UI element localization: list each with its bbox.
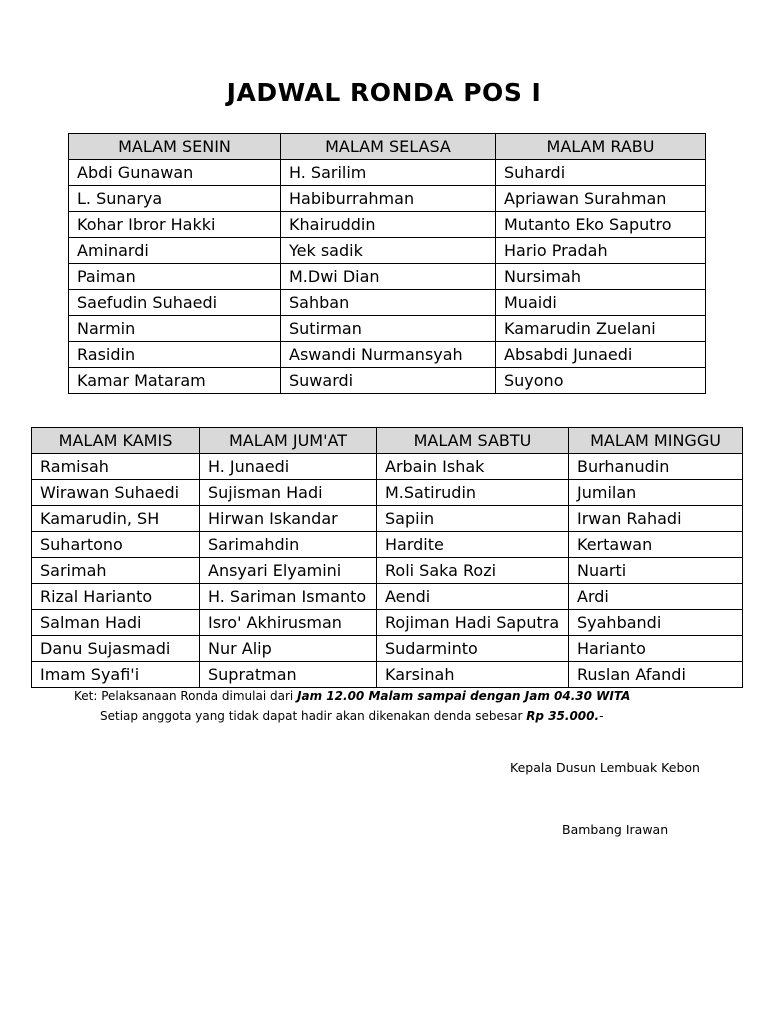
column-header: MALAM RABU bbox=[496, 134, 706, 160]
table-cell: Habiburrahman bbox=[281, 186, 496, 212]
table-cell: Irwan Rahadi bbox=[569, 506, 743, 532]
table-cell: Suyono bbox=[496, 368, 706, 394]
table-row bbox=[32, 636, 743, 662]
table-cell: Ramisah bbox=[32, 454, 200, 480]
table-cell: Paiman bbox=[69, 264, 281, 290]
table-cell: Ruslan Afandi bbox=[569, 662, 743, 688]
table-cell: Sapiin bbox=[377, 506, 569, 532]
table-row bbox=[69, 160, 706, 186]
table-cell: Rasidin bbox=[69, 342, 281, 368]
table-cell: Nursimah bbox=[496, 264, 706, 290]
table-cell: Abdi Gunawan bbox=[69, 160, 281, 186]
table-cell: H. Junaedi bbox=[200, 454, 377, 480]
table-row bbox=[69, 238, 706, 264]
table-cell: Isro' Akhirusman bbox=[200, 610, 377, 636]
table-cell: Nuarti bbox=[569, 558, 743, 584]
table-row bbox=[69, 368, 706, 394]
table-cell: Supratman bbox=[200, 662, 377, 688]
table-cell: Ardi bbox=[569, 584, 743, 610]
table-row bbox=[32, 532, 743, 558]
table-cell: Yek sadik bbox=[281, 238, 496, 264]
signature-role: Kepala Dusun Lembuak Kebon bbox=[510, 760, 700, 775]
table-cell: Suwardi bbox=[281, 368, 496, 394]
table-cell: Rojiman Hadi Saputra bbox=[377, 610, 569, 636]
table-row bbox=[32, 506, 743, 532]
note-text: Ket: Pelaksanaan Ronda dimulai dari bbox=[74, 689, 298, 703]
table-cell: Kamarudin, SH bbox=[32, 506, 200, 532]
table-header-row bbox=[32, 428, 743, 454]
table-cell: Kertawan bbox=[569, 532, 743, 558]
table-cell: Hirwan Iskandar bbox=[200, 506, 377, 532]
table-cell: Harianto bbox=[569, 636, 743, 662]
note-schedule-time bbox=[74, 689, 630, 703]
table-cell: Mutanto Eko Saputro bbox=[496, 212, 706, 238]
table-cell: Apriawan Surahman bbox=[496, 186, 706, 212]
table-cell: Nur Alip bbox=[200, 636, 377, 662]
table-row bbox=[69, 212, 706, 238]
table-cell: Khairuddin bbox=[281, 212, 496, 238]
table-cell: M.Satirudin bbox=[377, 480, 569, 506]
column-header: MALAM JUM'AT bbox=[200, 428, 377, 454]
table-cell: Kamarudin Zuelani bbox=[496, 316, 706, 342]
table-row bbox=[69, 186, 706, 212]
table-header-row bbox=[69, 134, 706, 160]
note-text: Setiap anggota yang tidak dapat hadir akan dikenakan denda sebesar bbox=[100, 709, 527, 723]
table-cell: Hario Pradah bbox=[496, 238, 706, 264]
table-cell: Burhanudin bbox=[569, 454, 743, 480]
table-cell: Sarimah bbox=[32, 558, 200, 584]
table-cell: Arbain Ishak bbox=[377, 454, 569, 480]
table-cell: Sahban bbox=[281, 290, 496, 316]
signature-name: Bambang Irawan bbox=[562, 822, 669, 837]
table-row bbox=[69, 290, 706, 316]
table-cell: Aminardi bbox=[69, 238, 281, 264]
column-header: MALAM KAMIS bbox=[32, 428, 200, 454]
page-title: JADWAL RONDA POS I bbox=[226, 78, 542, 107]
table-cell: Jumilan bbox=[569, 480, 743, 506]
column-header: MALAM SELASA bbox=[281, 134, 496, 160]
table-row bbox=[32, 558, 743, 584]
table-cell: M.Dwi Dian bbox=[281, 264, 496, 290]
table-cell: Roli Saka Rozi bbox=[377, 558, 569, 584]
table-cell: Saefudin Suhaedi bbox=[69, 290, 281, 316]
column-header: MALAM SENIN bbox=[69, 134, 281, 160]
table-cell: Karsinah bbox=[377, 662, 569, 688]
table-cell: Syahbandi bbox=[569, 610, 743, 636]
table-row bbox=[69, 264, 706, 290]
table-cell: Salman Hadi bbox=[32, 610, 200, 636]
table-cell: Suhardi bbox=[496, 160, 706, 186]
table-row bbox=[32, 584, 743, 610]
table-cell: Sudarminto bbox=[377, 636, 569, 662]
table-row bbox=[32, 610, 743, 636]
table-cell: H. Sarilim bbox=[281, 160, 496, 186]
table-cell: Aendi bbox=[377, 584, 569, 610]
table-cell: Rizal Harianto bbox=[32, 584, 200, 610]
column-header: MALAM MINGGU bbox=[569, 428, 743, 454]
table-cell: Sarimahdin bbox=[200, 532, 377, 558]
table-row bbox=[69, 342, 706, 368]
table-cell: Absabdi Junaedi bbox=[496, 342, 706, 368]
table-cell: Sujisman Hadi bbox=[200, 480, 377, 506]
table-cell: Kohar Ibror Hakki bbox=[69, 212, 281, 238]
note-text-suffix: - bbox=[599, 709, 604, 723]
table-cell: Aswandi Nurmansyah bbox=[281, 342, 496, 368]
column-header: MALAM SABTU bbox=[377, 428, 569, 454]
note-fine-amount: Rp 35.000. bbox=[526, 709, 600, 723]
note-time-emphasis: Jam 12.00 Malam sampai dengan Jam 04.30 WITA bbox=[297, 689, 631, 703]
table-cell: L. Sunarya bbox=[69, 186, 281, 212]
table-cell: Danu Sujasmadi bbox=[32, 636, 200, 662]
table-cell: Sutirman bbox=[281, 316, 496, 342]
table-cell: Kamar Mataram bbox=[69, 368, 281, 394]
schedule-table-senin-rabu bbox=[68, 133, 706, 394]
table-row bbox=[69, 316, 706, 342]
table-cell: Hardite bbox=[377, 532, 569, 558]
table-cell: Muaidi bbox=[496, 290, 706, 316]
schedule-table-kamis-minggu bbox=[31, 427, 743, 688]
table-cell: H. Sariman Ismanto bbox=[200, 584, 377, 610]
table-cell: Suhartono bbox=[32, 532, 200, 558]
table-row bbox=[32, 662, 743, 688]
table-cell: Wirawan Suhaedi bbox=[32, 480, 200, 506]
table-row bbox=[32, 454, 743, 480]
table-cell: Narmin bbox=[69, 316, 281, 342]
table-row bbox=[32, 480, 743, 506]
table-cell: Ansyari Elyamini bbox=[200, 558, 377, 584]
table-cell: Imam Syafi'i bbox=[32, 662, 200, 688]
note-fine bbox=[100, 709, 603, 723]
